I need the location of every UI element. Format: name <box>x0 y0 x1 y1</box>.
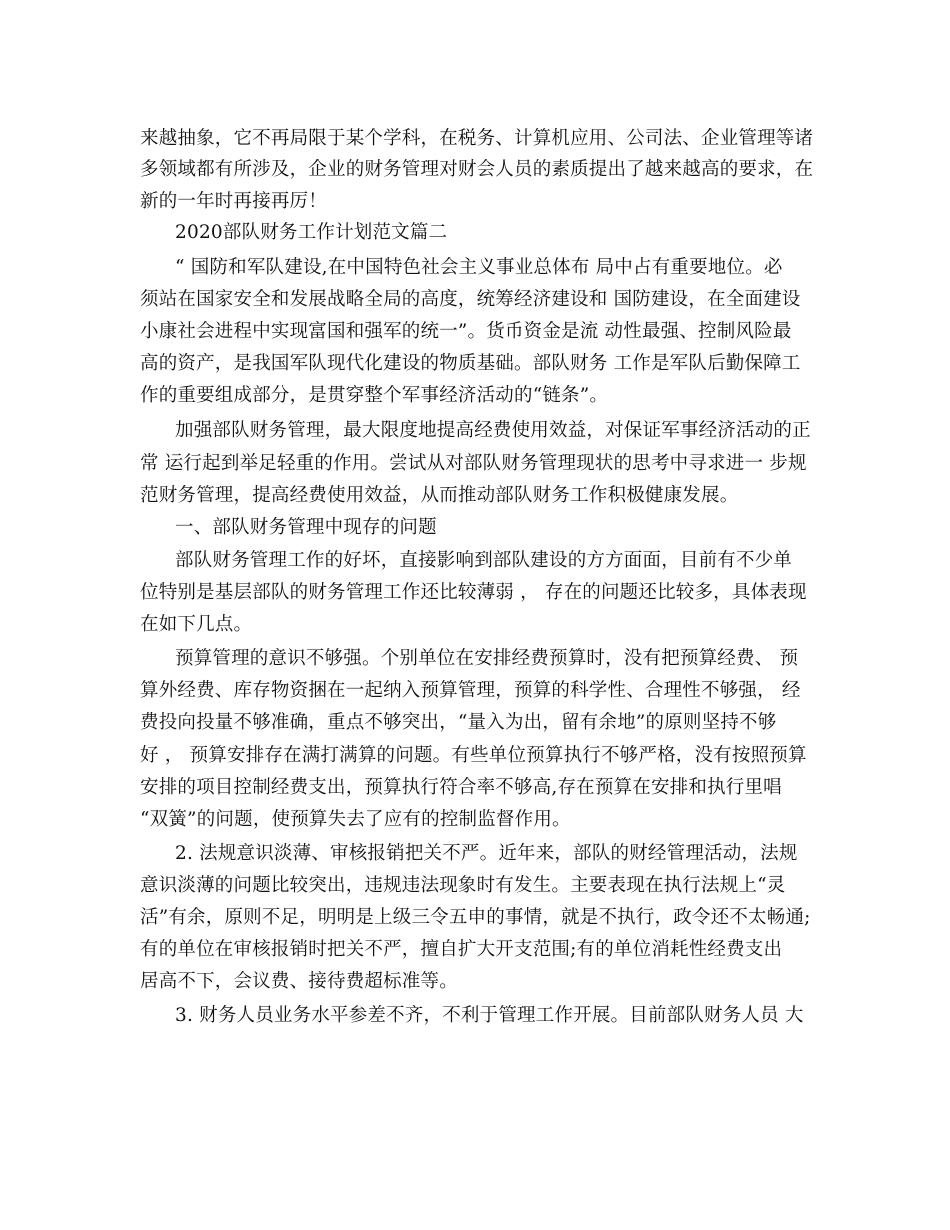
text-line: 来越抽象，它不再局限于某个学科，在税务、计算机应用、公司法、企业管理等诸 <box>140 128 814 149</box>
text-line: 常 运行起到举足轻重的作用。尝试从对部队财务管理现状的思考中寻求进一 步规 <box>140 453 807 474</box>
text-line: 2. 法规意识淡薄、审核报销把关不严。近年来，部队的财经管理活动，法规 <box>175 843 798 864</box>
text-line: 新的一年时再接再厉！ <box>140 191 328 212</box>
section-heading: 一、部队财务管理中现存的问题 <box>175 517 437 538</box>
text-line: 意识淡薄的问题比较突出，违规违法现象时有发生。主要表现在执行法规上“灵 <box>140 875 786 896</box>
text-line: 范财务管理，提高经费使用效益，从而推动部队财务工作积极健康发展。 <box>140 485 739 506</box>
text-line: “ 国防和军队建设,在中国特色社会主义事业总体布 局中占有重要地位。必 <box>175 257 783 278</box>
section-heading: 2020部队财务工作计划范文篇二 <box>175 222 448 243</box>
text-line: 费投向投量不够准确，重点不够突出，“量入为出，留有余地”的原则坚持不够 <box>140 712 777 733</box>
text-line: 小康社会进程中实现富国和强军的统一”。货币资金是流 动性最强、控制风险最 <box>140 321 792 342</box>
text-line: 预算管理的意识不够强。个别单位在安排经费预算时，没有把预算经费、 预 <box>175 648 799 669</box>
text-line: 安排的项目控制经费支出，预算执行符合率不够高,存在预算在安排和执行里唱 <box>140 777 782 798</box>
text-line: 在如下几点。 <box>140 614 253 635</box>
text-line: 位特别是基层部队的财务管理工作还比较薄弱 ， 存在的问题还比较多，具体表现 <box>140 582 807 603</box>
text-line: 多领域都有所涉及，企业的财务管理对财会人员的素质提出了越来越高的要求，在 <box>140 159 814 180</box>
text-line: 有的单位在审核报销时把关不严，擅自扩大开支范围;有的单位消耗性经费支出 <box>140 939 783 960</box>
text-line: 算外经费、库存物资捆在一起纳入预算管理，预算的科学性、合理性不够强， 经 <box>140 680 801 701</box>
text-line: 居高不下，会议费、接待费超标准等。 <box>140 971 458 992</box>
text-line: 好 ， 预算安排存在满打满算的问题。有些单位预算执行不够严格，没有按照预算 <box>140 745 807 766</box>
text-line: 加强部队财务管理，最大限度地提高经费使用效益，对保证军事经济活动的正 <box>175 420 811 441</box>
text-line: 高的资产，是我国军队现代化建设的物质基础。部队财务 工作是军队后勤保障工 <box>140 353 801 374</box>
text-line: “双簧”的问题，使预算失去了应有的控制监督作用。 <box>140 809 571 830</box>
text-line: 部队财务管理工作的好坏，直接影响到部队建设的方方面面，目前有不少单 <box>175 550 793 571</box>
text-line: 作的重要组成部分，是贯穿整个军事经济活动的“链条”。 <box>140 385 609 406</box>
text-line: 活”有余，原则不足，明明是上级三令五申的事情，就是不执行，政令还不太畅通; <box>140 907 811 928</box>
text-line: 3. 财务人员业务水平参差不齐，不利于管理工作开展。目前部队财务人员 大 <box>175 1005 804 1026</box>
text-line: 须站在国家安全和发展战略全局的高度，统筹经济建设和 国防建设，在全面建设 <box>140 289 801 310</box>
